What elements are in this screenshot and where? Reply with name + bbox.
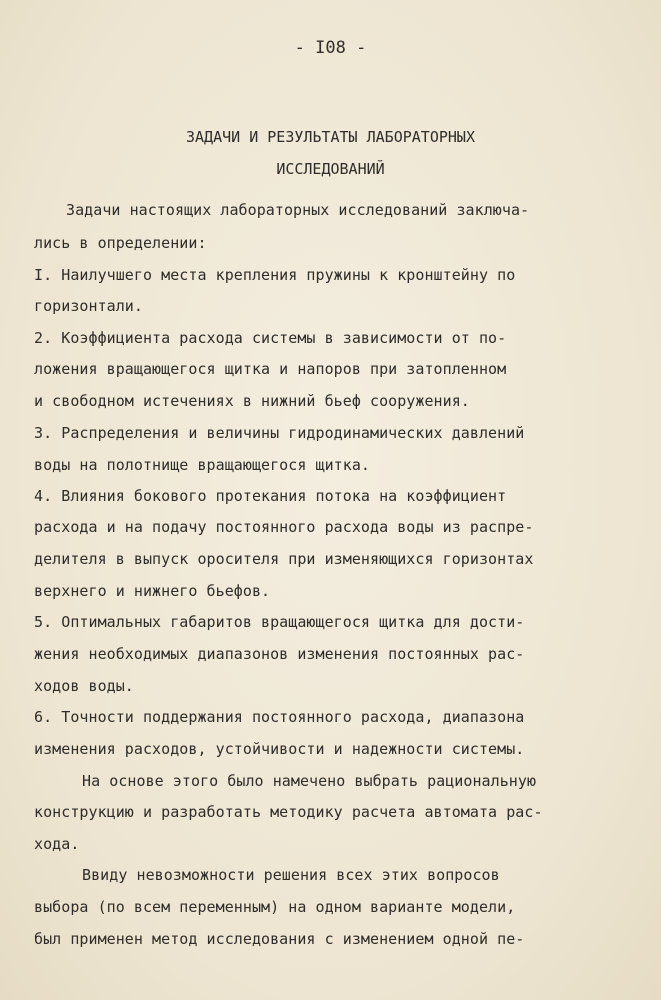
- body-line-9: воды на полотнище вращающегося щитка.: [34, 456, 370, 474]
- body-line-17: 6. Точности поддержания постоянного расхода, диапазона: [34, 708, 525, 726]
- body-line-12: делителя в выпуск оросителя при изменяющихся горизонтах: [34, 550, 534, 568]
- body-line-18: изменения расходов, устойчивости и надежности системы.: [34, 740, 525, 758]
- page-number: - I08 -: [294, 38, 367, 58]
- body-line-5: 2. Коэффициента расхода системы в зависимости от по-: [34, 329, 507, 347]
- body-line-19: На основе этого было намечено выбрать рациональную: [82, 772, 537, 790]
- body-line-8: 3. Распределения и величины гидродинамических давлений: [34, 424, 525, 442]
- body-line-10: 4. Влияния бокового протекания потока на коэффициент: [34, 487, 507, 505]
- body-line-22: Ввиду невозможности решения всех этих вопросов: [82, 866, 500, 884]
- body-line-4: горизонтали.: [34, 297, 143, 315]
- body-line-14: 5. Оптимальных габаритов вращающегося щитка для дости-: [34, 613, 525, 631]
- body-line-11: расхода и на подачу постоянного расхода воды из распре-: [34, 518, 534, 536]
- body-line-23: выбора (по всем переменным) на одном варианте модели,: [34, 898, 516, 916]
- body-line-15: жения необходимых диапазонов изменения постоянных рас-: [34, 645, 525, 663]
- body-line-2: лись в определении:: [34, 234, 207, 252]
- body-line-21: хода.: [34, 835, 80, 853]
- body-line-20: конструкцию и разработать методику расчета автомата рас-: [34, 803, 543, 821]
- body-line-16: ходов воды.: [34, 677, 134, 695]
- body-line-24: был применен метод исследования с изменением одной пе-: [34, 930, 525, 948]
- body-line-7: и свободном истечениях в нижний бьеф сооружения.: [34, 392, 470, 410]
- body-line-3: I. Наилучшего места крепления пружины к кронштейну по: [34, 266, 516, 284]
- section-heading-line-2: ИССЛЕДОВАНИЙ: [276, 160, 385, 178]
- body-line-6: ложения вращающегося щитка и напоров при затопленном: [34, 360, 507, 378]
- section-heading-line-1: ЗАДАЧИ И РЕЗУЛЬТАТЫ ЛАБОРАТОРНЫХ: [186, 128, 475, 146]
- body-line-13: верхнего и нижнего бьефов.: [34, 582, 271, 600]
- body-line-1: Задачи настоящих лабораторных исследований заключа-: [66, 201, 530, 219]
